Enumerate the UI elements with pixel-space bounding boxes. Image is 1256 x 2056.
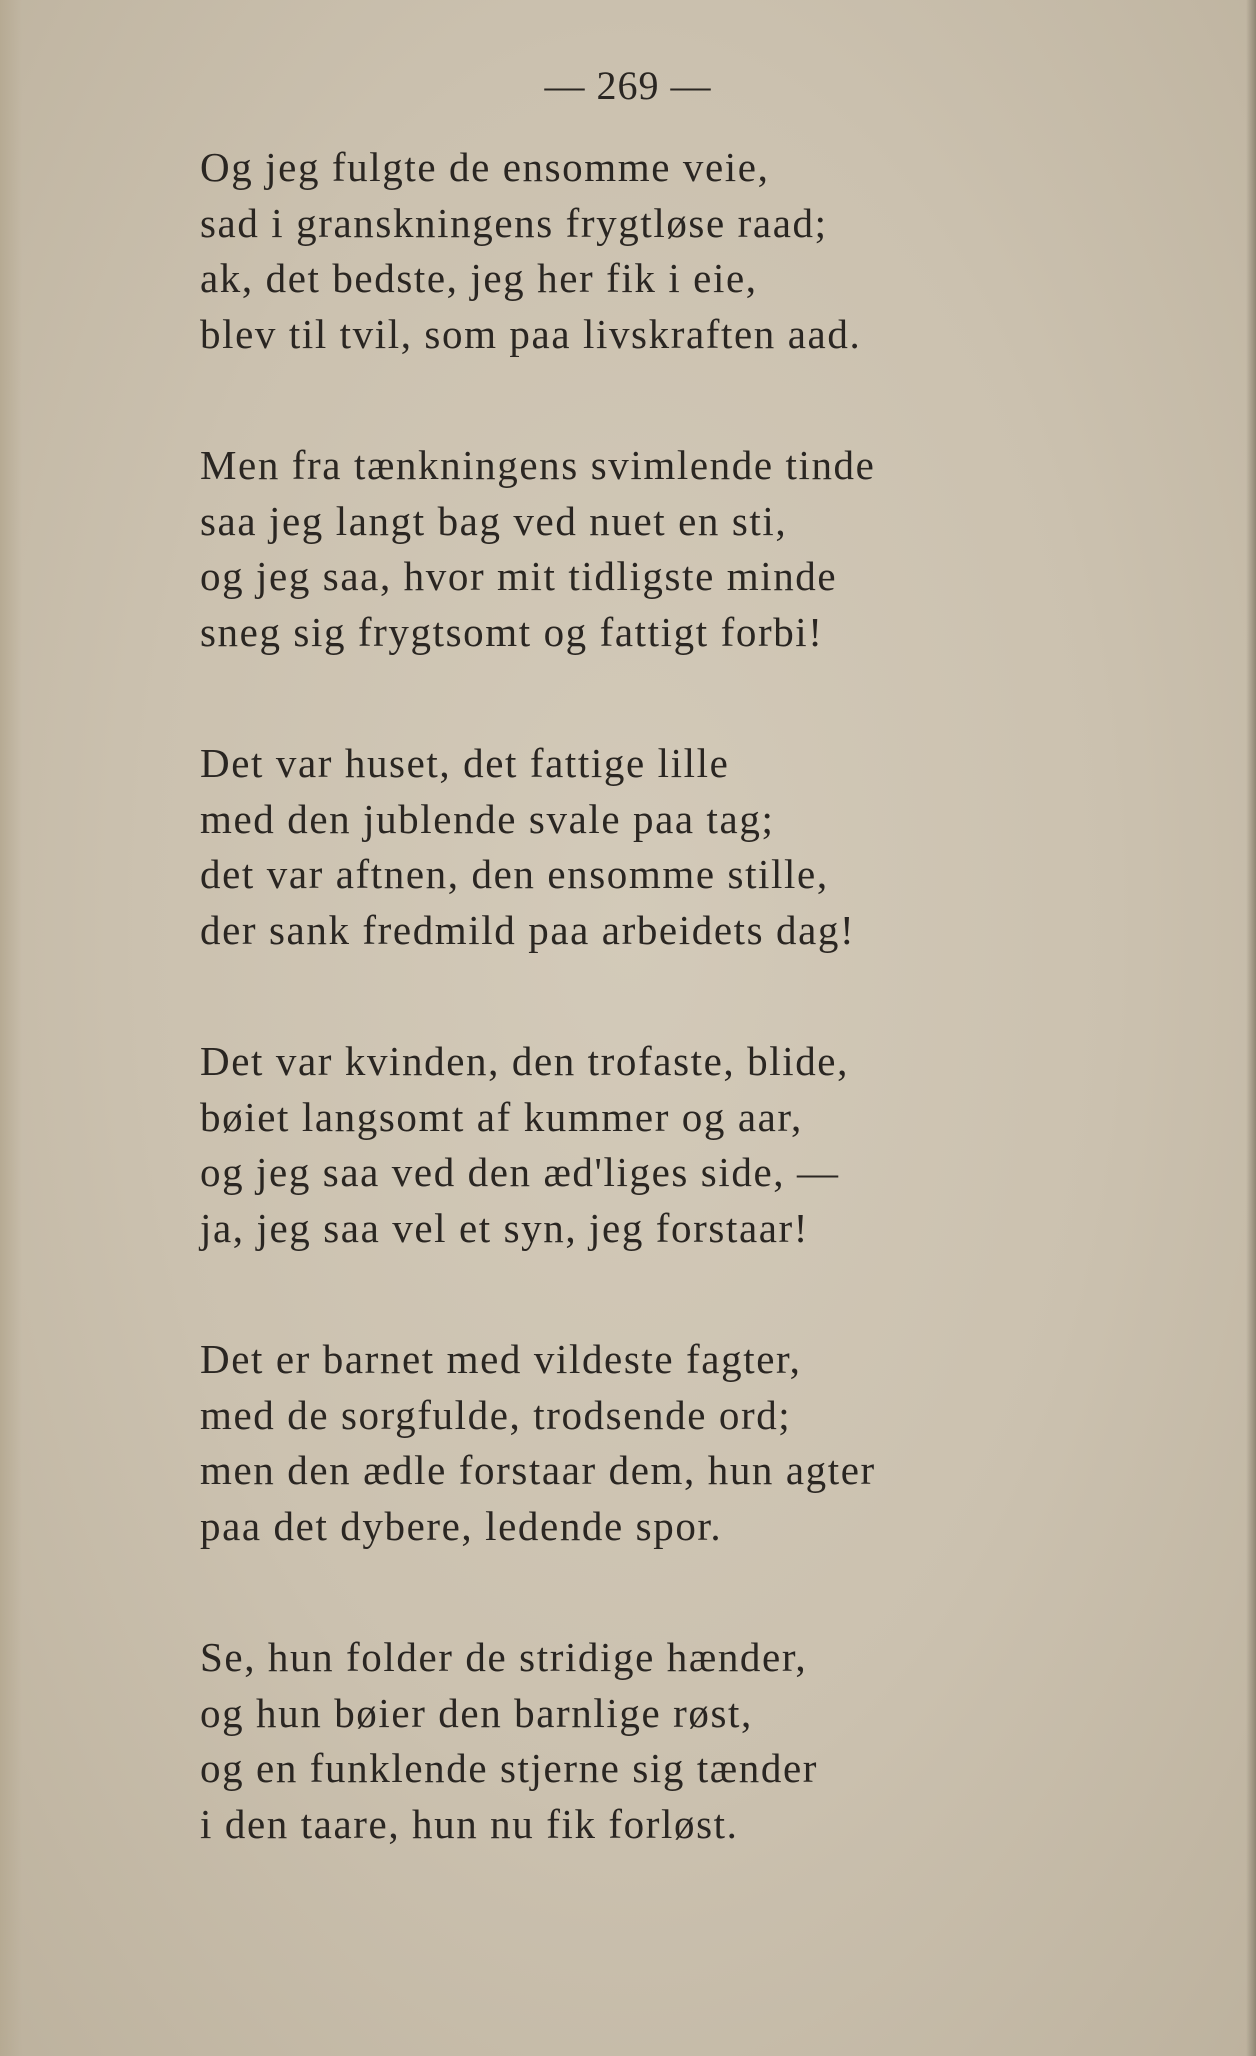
verse-line: og en funklende stjerne sig tænder xyxy=(200,1745,819,1791)
verse-line: saa jeg langt bag ved nuet en sti, xyxy=(200,497,788,544)
page-number: — 269 — xyxy=(544,63,712,108)
poem xyxy=(200,140,1100,1928)
verse-line: Det var huset, det fattige lille xyxy=(200,740,730,786)
verse-line: blev til tvil, som paa livskraften aad. xyxy=(200,310,862,357)
page-shadow-left xyxy=(0,0,22,2056)
stanza-3 xyxy=(200,736,1100,958)
verse-line: og jeg saa, hvor mit tidligste minde xyxy=(200,553,838,599)
verse-line: Og jeg fulgte de ensomme veie, xyxy=(200,144,770,190)
verse-line: og jeg saa ved den æd'liges side, — xyxy=(200,1149,840,1195)
verse-line: ja, jeg saa vel et syn, jeg forstaar! xyxy=(200,1204,810,1251)
verse-line: Se, hun folder de stridige hænder, xyxy=(200,1634,808,1680)
verse-line: i den taare, hun nu fik forløst. xyxy=(200,1800,739,1847)
verse-line: det var aftnen, den ensomme stille, xyxy=(200,851,829,897)
verse-line: sad i granskningens frygtløse raad; xyxy=(200,199,828,246)
stanza-5 xyxy=(200,1332,1100,1554)
verse-line: paa det dybere, ledende spor. xyxy=(200,1502,723,1549)
verse-line: men den ædle forstaar dem, hun agter xyxy=(200,1447,876,1493)
stanza-2 xyxy=(200,438,1100,660)
verse-line: med den jublende svale paa tag; xyxy=(200,795,775,842)
verse-line: med de sorgfulde, trodsende ord; xyxy=(200,1391,792,1438)
verse-line: Men fra tænkningens svimlende tinde xyxy=(200,442,876,488)
verse-line: bøiet langsomt af kummer og aar, xyxy=(200,1093,803,1140)
verse-line: sneg sig frygtsomt og fattigt forbi! xyxy=(200,608,824,655)
stanza-4 xyxy=(200,1034,1100,1256)
verse-line: der sank fredmild paa arbeidets dag! xyxy=(200,906,856,953)
verse-line: Det var kvinden, den trofaste, blide, xyxy=(200,1038,849,1084)
verse-line: og hun bøier den barnlige røst, xyxy=(200,1689,753,1736)
stanza-1 xyxy=(200,140,1100,362)
stanza-6 xyxy=(200,1630,1100,1852)
page-shadow-right xyxy=(1246,0,1256,2056)
verse-line: Det er barnet med vildeste fagter, xyxy=(200,1336,802,1382)
verse-line: ak, det bedste, jeg her fik i eie, xyxy=(200,255,758,301)
